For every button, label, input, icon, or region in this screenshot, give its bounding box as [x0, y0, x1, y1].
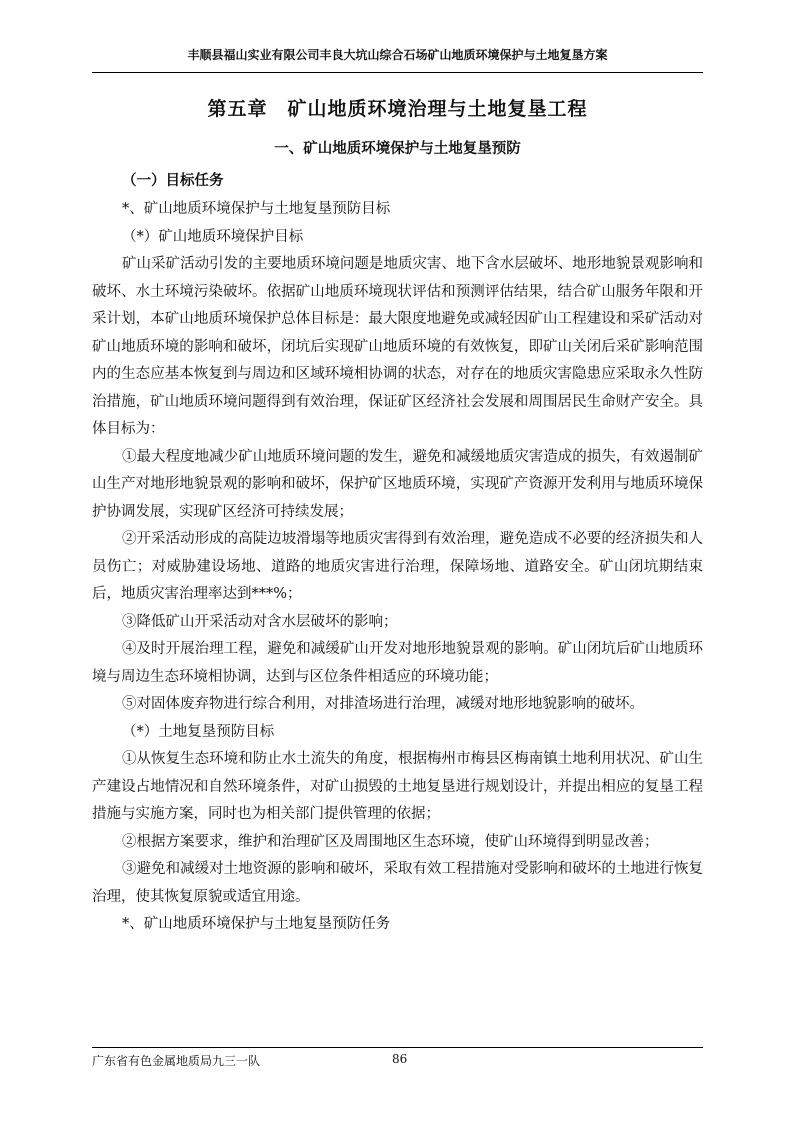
- paragraph-11: ②根据方案要求，维护和治理矿区及周围地区生态环境，使矿山环境得到明显改善；: [122, 833, 659, 850]
- paragraph-6: ③降低矿山开采活动对含水层破坏的影响；: [122, 613, 398, 630]
- section-title: 一、矿山地质环境保护与土地复垦预防: [274, 141, 521, 157]
- paragraph-5: ②开采活动形成的高陡边坡滑塌等地质灾害得到有效治理，避免造成不必要的经济损失和人员伤亡；对威胁建设场地、道路的地质灾害进行治理，保障场地、道路安全。矿山闭坑期结束后，地质灾害治理率达到***%；: [92, 531, 703, 602]
- paragraph-8: ⑤对固体废弃物进行综合利用，对排渣场进行治理，减缓对地形地貌影响的破坏。: [122, 696, 644, 712]
- subsection-title: （一）目标任务: [122, 173, 224, 189]
- header-divider: [92, 72, 703, 73]
- page-number: 86: [392, 1052, 408, 1066]
- paragraph-3: 矿山采矿活动引发的主要地质环境问题是地质灾害、地下含水层破坏、地形地貌景观影响和破坏、水土环境污染破坏。依据矿山地质环境现状评估和预测评估结果，结合矿山服务年限和开采计划，本矿山地质环境保护总体目标是：最大限度地避免或减轻因矿山工程建设和采矿活动对矿山地质环境的影响和破坏，闭坑后实现矿山地质环境的有效恢复，即矿山关闭后采矿影响范围内的生态应基本恢复到与周边和区域环境相协调的状态，对存在的地质灾害隐患应采取永久性防治措施，矿山地质环境问题得到有效治理，保证矿区经济社会发展和周围居民生命财产安全。具体目标为：: [92, 256, 703, 437]
- paragraph-9: （*）土地复垦预防目标: [122, 723, 275, 740]
- paragraph-4: ①最大程度地减少矿山地质环境问题的发生，避免和减缓地质灾害造成的损失，有效遏制矿山生产对地形地貌景观的影响和破坏，保护矿区地质环境，实现矿产资源开发利用与地质环境保护协调发展，实现矿区经济可持续发展；: [92, 448, 703, 520]
- chapter-title: 第五章 矿山地质环境治理与土地复垦工程: [207, 98, 588, 120]
- paragraph-10: ①从恢复生态环境和防止水土流失的角度，根据梅州市梅县区梅南镇土地利用状况、矿山生产建设占地情况和自然环境条件，对矿山损毁的土地复垦进行规划设计，并提出相应的复垦工程措施与实施方案，同时也为相关部门提供管理的依据；: [92, 751, 703, 822]
- paragraph-2: （*）矿山地质环境保护目标: [122, 228, 304, 245]
- running-header: 丰顺县福山实业有限公司丰良大坑山综合石场矿山地质环境保护与土地复垦方案: [187, 48, 608, 62]
- paragraph-13: *、矿山地质环境保护与土地复垦预防任务: [122, 916, 391, 932]
- paragraph-1: *、矿山地质环境保护与土地复垦预防目标: [122, 201, 391, 217]
- footer-organization: 广东省有色金属地质局九三一队: [92, 1054, 261, 1068]
- page-body: [92, 84, 703, 939]
- footer-divider: [92, 1047, 703, 1048]
- paragraph-12: ③避免和减缓对土地资源的影响和破坏，采取有效工程措施对受影响和破坏的土地进行恢复治理，使其恢复原貌或适宜用途。: [92, 861, 703, 905]
- paragraph-7: ④及时开展治理工程，避免和减缓矿山开发对地形地貌景观的影响。矿山闭坑后矿山地质环境与周边生态环境相协调，达到与区位条件相适应的环境功能；: [92, 641, 703, 685]
